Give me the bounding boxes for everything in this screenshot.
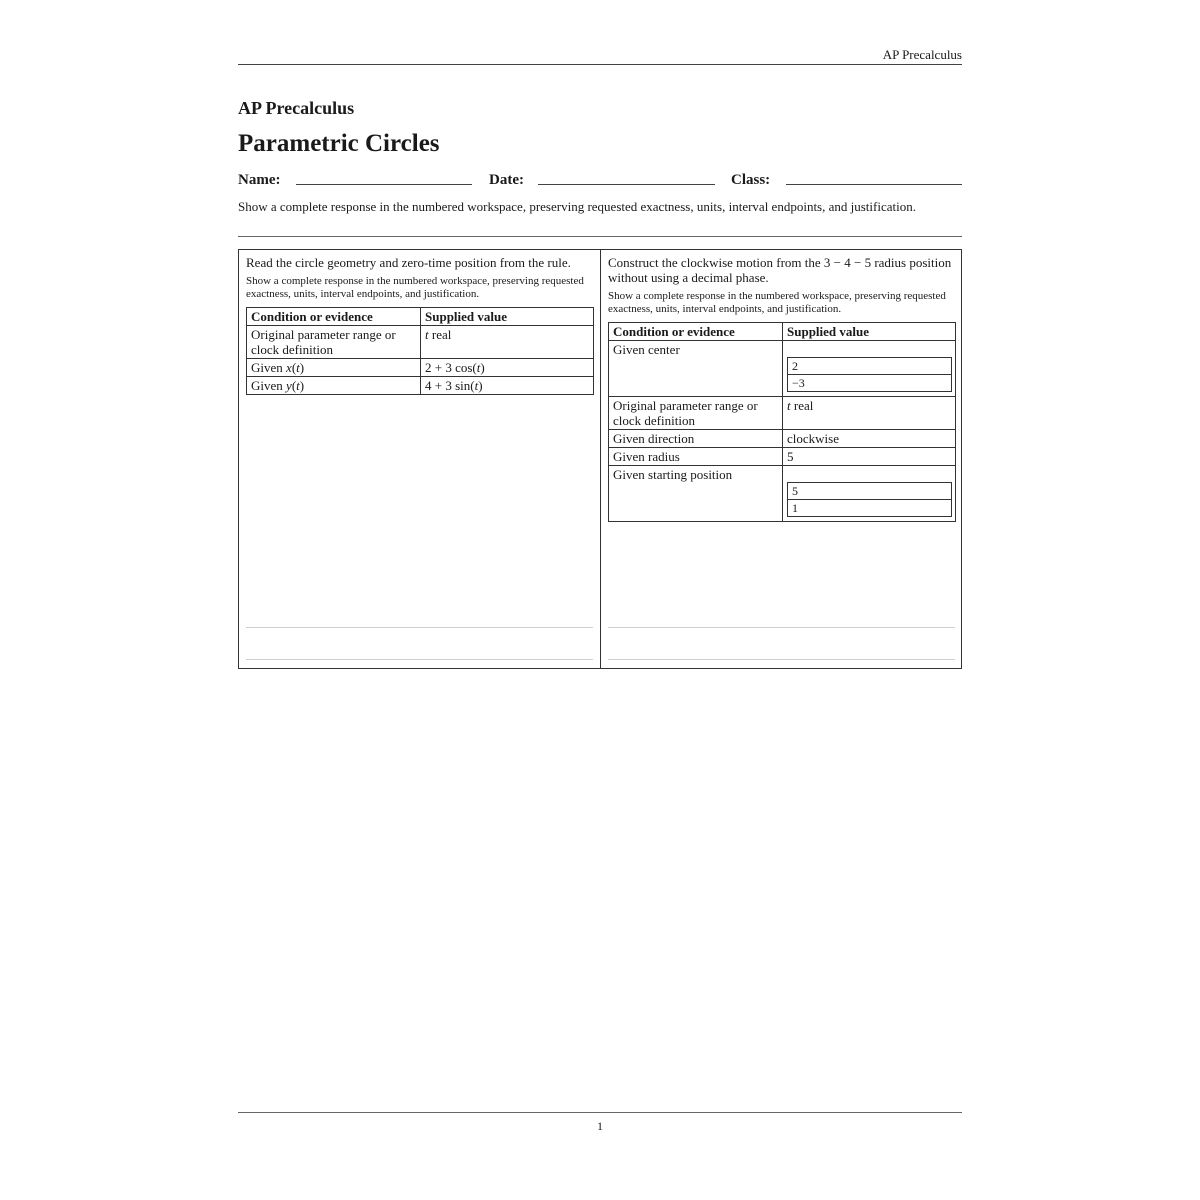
row-value: 2 + 3 cos(t) (421, 359, 594, 377)
table-row (609, 341, 956, 397)
problem-2-prompt: Construct the clockwise motion from the 3 − 4 − 5 radius position without using a decimal phase. (608, 255, 952, 285)
page-number: 1 (597, 1119, 603, 1133)
row-value (783, 341, 956, 397)
table-row (247, 326, 594, 359)
row-condition: Original parameter range or clock definition (609, 397, 783, 430)
problem-1-panel (239, 250, 600, 668)
vector-entry: −3 (788, 374, 951, 391)
class-line[interactable] (786, 184, 962, 185)
row-condition: Given y(t) (247, 377, 421, 395)
header-condition: Condition or evidence (247, 308, 421, 326)
name-label: Name: (238, 172, 281, 188)
table-row (609, 430, 956, 448)
table-header-row (609, 323, 956, 341)
problem-grid (238, 249, 962, 669)
table-row (247, 359, 594, 377)
row-condition: Original parameter range or clock definition (247, 326, 421, 359)
row-value: t real (783, 397, 956, 430)
table-header-row (247, 308, 594, 326)
row-value: 5 (783, 448, 956, 466)
center-vector (787, 357, 952, 392)
section-rule (238, 236, 962, 237)
table-row (247, 377, 594, 395)
student-fields (238, 172, 962, 192)
row-value: clockwise (783, 430, 956, 448)
vector-entry: 2 (792, 359, 798, 373)
instructions: Show a complete response in the numbered workspace, preserving requested exactness, units, interval endpoints, and justification. (238, 199, 916, 214)
class-label: Class: (731, 172, 771, 188)
problem-1-prompt: Read the circle geometry and zero-time position from the rule. (246, 255, 571, 270)
header-value: Supplied value (421, 308, 594, 326)
page-title: Parametric Circles (238, 130, 440, 157)
problem-2-panel (600, 250, 962, 668)
date-label: Date: (489, 172, 524, 188)
problem-1-note: Show a complete response in the numbered workspace, preserving requested exactness, units, interval endpoints, and justification. (246, 275, 584, 300)
date-line[interactable] (538, 184, 715, 185)
row-condition: Given direction (609, 430, 783, 448)
row-value: 4 + 3 sin(t) (421, 377, 594, 395)
row-value: t real (421, 326, 594, 359)
row-condition: Given center (609, 341, 783, 397)
running-head: AP Precalculus (882, 47, 962, 62)
row-value (783, 466, 956, 522)
header-value: Supplied value (783, 323, 956, 341)
vector-entry: 1 (788, 499, 951, 516)
header-condition: Condition or evidence (609, 323, 783, 341)
table-row (609, 466, 956, 522)
answer-line[interactable] (246, 659, 593, 660)
header-rule (238, 64, 962, 65)
name-line[interactable] (296, 184, 472, 185)
answer-line[interactable] (608, 627, 955, 628)
answer-line[interactable] (246, 627, 593, 628)
problem-1-table (246, 307, 594, 395)
course-heading: AP Precalculus (238, 98, 355, 118)
footer-rule (238, 1112, 962, 1113)
problem-2-note: Show a complete response in the numbered workspace, preserving requested exactness, units, interval endpoints, and justification. (608, 290, 946, 315)
table-row (609, 448, 956, 466)
row-condition: Given starting position (609, 466, 783, 522)
row-condition: Given x(t) (247, 359, 421, 377)
vector-entry: 5 (792, 484, 798, 498)
answer-line[interactable] (608, 659, 955, 660)
worksheet-page (238, 0, 962, 1200)
start-position-vector (787, 482, 952, 517)
table-row (609, 397, 956, 430)
row-condition: Given radius (609, 448, 783, 466)
problem-2-table (608, 322, 956, 522)
